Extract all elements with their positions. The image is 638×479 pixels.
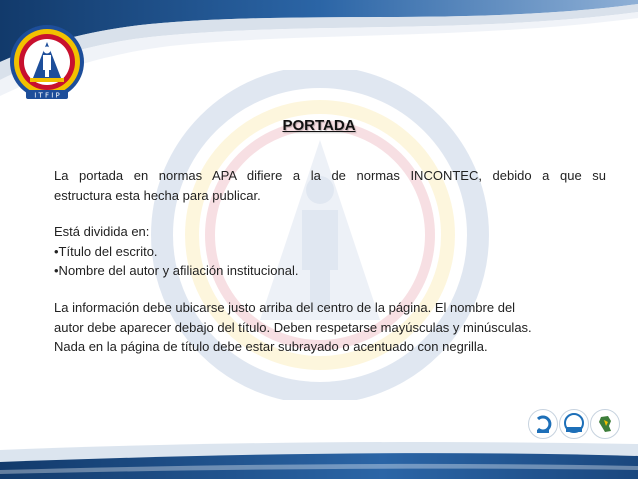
slide-title: PORTADA [282,117,356,134]
list-item: •Nombre del autor y afiliación institucional. [54,263,299,278]
division-list [54,222,606,281]
list-intro: Está dividida en: [54,224,150,239]
iqnet-certification-icon [559,409,589,439]
colombia-map-icon [590,409,620,439]
list-item: •Título del escrito. [54,243,158,259]
institution-logo-icon [6,20,88,106]
paragraph-line: Nada en la página de título debe estar subrayado o acentuado con negrilla. [54,339,488,354]
svg-text:I T F I P: I T F I P [34,91,60,100]
paragraph-line: estructura esta hecha para publicar. [54,187,261,203]
paragraph-line: autor debe aparecer debajo del título. Deben respetarse mayúsculas y minúsculas. [54,319,532,335]
iso-certification-icon [528,409,558,439]
paragraph-line: La información debe ubicarse justo arriba del centro de la página. El nombre del [54,300,516,315]
paragraph-placement-rules [54,298,606,357]
bottom-decorative-band [0,440,638,479]
paragraph-line: La portada en normas APA difiere a la de normas INCONTEC, debido a que su [54,168,606,183]
paragraph-apa-vs-incontec [54,166,606,205]
certification-badges [528,409,620,445]
